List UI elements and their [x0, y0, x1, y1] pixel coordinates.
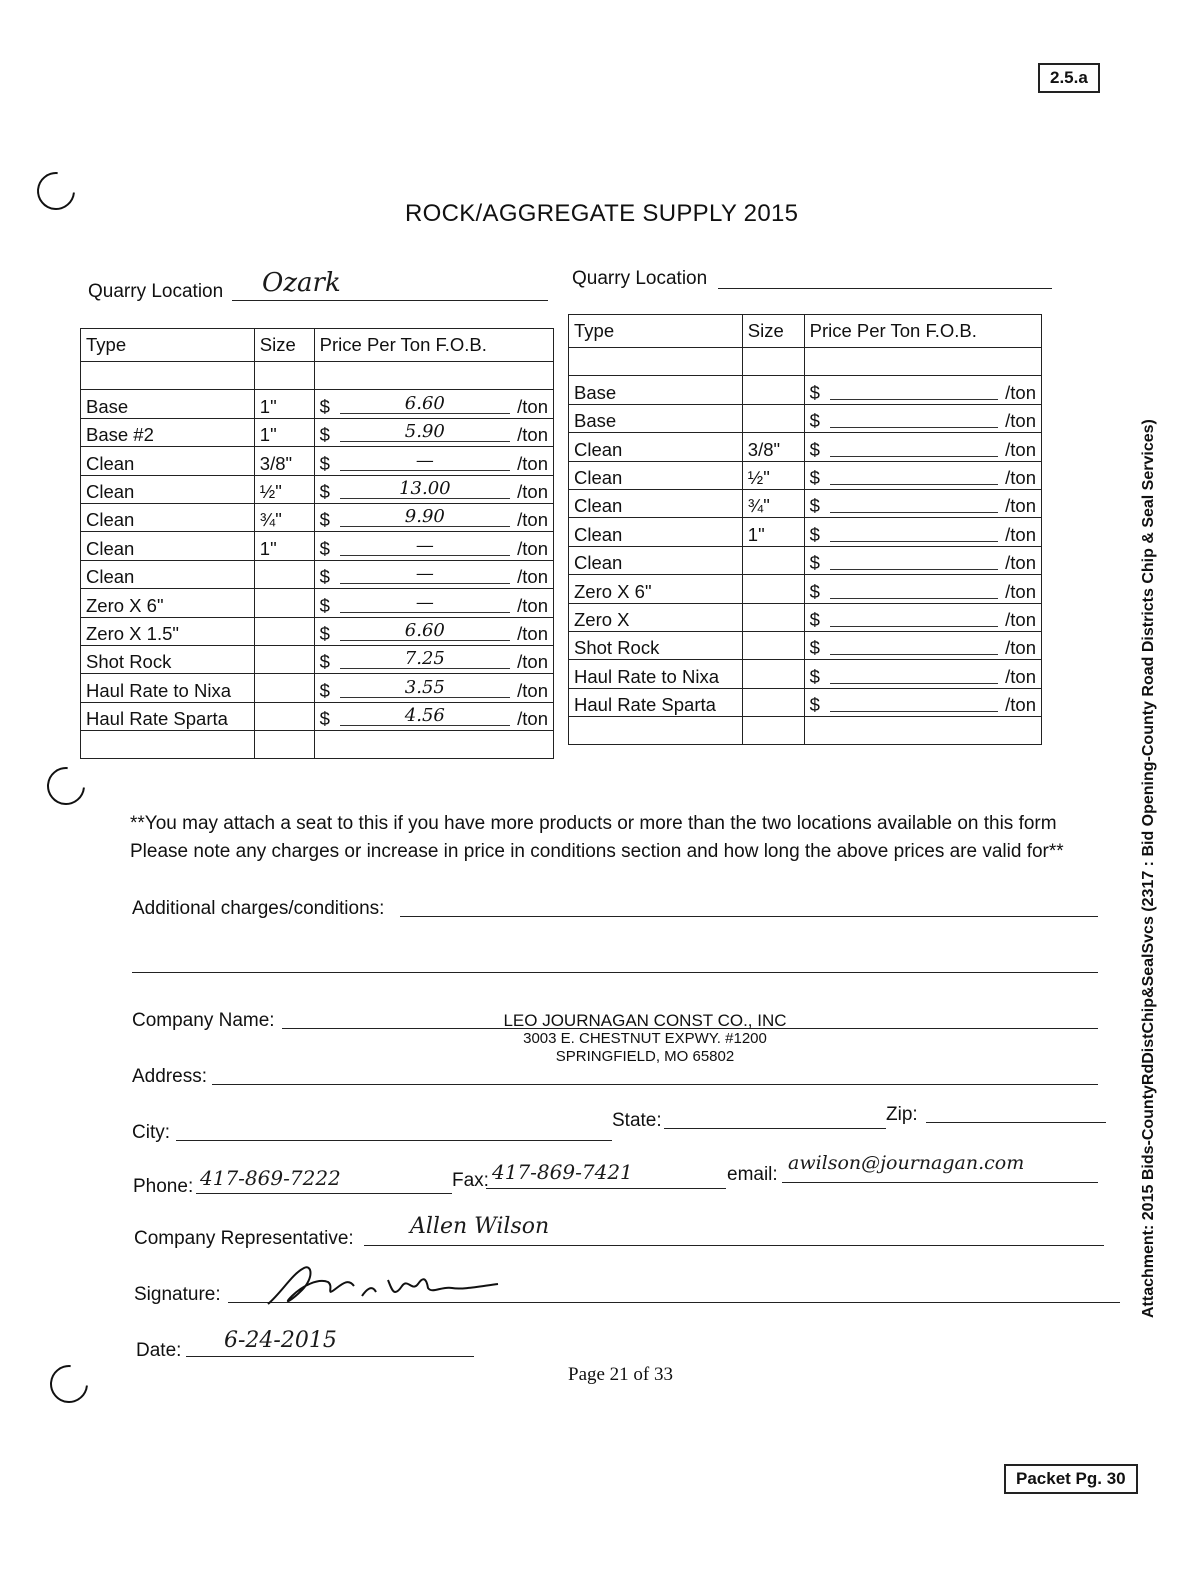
right-type-cell: Zero X	[569, 603, 743, 631]
right-table-row	[569, 461, 1042, 489]
right-table-row	[569, 489, 1042, 517]
right-type-cell: Base	[569, 404, 743, 432]
dollar-sign: $	[809, 466, 820, 488]
left-price-cell	[314, 418, 553, 446]
right-table-row	[569, 688, 1042, 716]
left-price-cell	[314, 560, 553, 588]
right-table-row	[569, 376, 1042, 404]
dollar-sign: $	[809, 580, 820, 602]
form-title: ROCK/AGGREGATE SUPPLY 2015	[405, 200, 799, 227]
per-ton-unit: /ton	[517, 395, 548, 417]
right-quarry-line	[718, 288, 1052, 289]
left-table-row	[81, 617, 554, 645]
left-price-cell	[314, 617, 553, 645]
left-size-cell: ¾"	[254, 503, 314, 531]
right-price-cell	[804, 717, 1041, 745]
right-size-cell	[742, 660, 804, 688]
left-type-cell: Clean	[81, 475, 255, 503]
right-type-cell: Shot Rock	[569, 631, 743, 659]
left-type-cell: Haul Rate Sparta	[81, 702, 255, 730]
left-price-value: 4.56	[340, 707, 510, 726]
per-ton-unit: /ton	[1005, 580, 1036, 602]
per-ton-unit: /ton	[1005, 438, 1036, 460]
dollar-sign: $	[319, 679, 330, 701]
left-type-cell: Base #2	[81, 418, 255, 446]
left-price-value: —	[340, 594, 510, 613]
right-type-cell: Clean	[569, 518, 743, 546]
left-price-cell	[314, 589, 553, 617]
binder-hole-top	[29, 164, 83, 218]
left-price-value: —	[340, 565, 510, 584]
right-type-cell: Clean	[569, 489, 743, 517]
right-price-value	[830, 466, 998, 485]
right-quarry-label: Quarry Location	[572, 268, 708, 289]
right-table-row	[569, 518, 1042, 546]
left-type-cell: Haul Rate to Nixa	[81, 674, 255, 702]
right-price-value	[830, 665, 998, 684]
per-ton-unit: /ton	[517, 509, 548, 531]
left-table-row	[81, 674, 554, 702]
additional-charges-line-2	[132, 972, 1098, 973]
right-price-cell	[804, 461, 1041, 489]
left-size-cell	[254, 702, 314, 730]
right-size-cell	[742, 348, 804, 376]
left-price-value: 6.60	[340, 622, 510, 641]
right-size-cell	[742, 688, 804, 716]
right-price-value	[830, 580, 998, 599]
attachment-side-text: Attachment: 2015 Bids-CountyRdDistChip&SealSvcs (2317 : Bid Opening-County Road Districts Chip & Seal Services)	[1140, 419, 1157, 1318]
left-price-table	[80, 328, 554, 759]
right-price-cell	[804, 348, 1041, 376]
left-quarry-label: Quarry Location	[88, 281, 224, 302]
left-table-row	[81, 475, 554, 503]
stamp-city: SPRINGFIELD, MO 65802	[555, 1048, 735, 1065]
left-price-cell	[314, 447, 553, 475]
right-size-cell: 1"	[742, 518, 804, 546]
right-table-row	[569, 546, 1042, 574]
left-price-cell	[314, 674, 553, 702]
right-table-row	[569, 660, 1042, 688]
zip-line	[926, 1122, 1106, 1123]
zip-label: Zip:	[886, 1104, 918, 1125]
dollar-sign: $	[319, 452, 330, 474]
right-size-cell	[742, 575, 804, 603]
left-type-cell: Clean	[81, 447, 255, 475]
per-ton-unit: /ton	[1005, 410, 1036, 432]
representative-label: Company Representative:	[134, 1228, 354, 1249]
right-size-cell	[742, 631, 804, 659]
dollar-sign: $	[319, 708, 330, 730]
left-table-row	[81, 702, 554, 730]
left-price-value: —	[340, 452, 510, 471]
dollar-sign: $	[809, 665, 820, 687]
binder-hole-bottom	[42, 1357, 96, 1411]
dollar-sign: $	[809, 637, 820, 659]
per-ton-unit: /ton	[1005, 523, 1036, 545]
right-header-cell: Type	[569, 315, 743, 348]
right-price-cell	[804, 688, 1041, 716]
left-table-row	[81, 589, 554, 617]
left-type-cell	[81, 731, 255, 759]
right-price-value	[830, 381, 998, 400]
right-price-cell	[804, 376, 1041, 404]
left-price-cell	[314, 731, 553, 759]
left-price-cell	[314, 475, 553, 503]
left-table-row	[81, 560, 554, 588]
right-price-cell	[804, 433, 1041, 461]
per-ton-unit: /ton	[517, 480, 548, 502]
right-price-value	[830, 636, 998, 655]
right-size-cell	[742, 404, 804, 432]
date-value: 6-24-2015	[224, 1328, 337, 1353]
left-price-value: —	[340, 537, 510, 556]
right-price-cell	[804, 660, 1041, 688]
per-ton-unit: /ton	[1005, 495, 1036, 517]
date-line	[186, 1356, 474, 1357]
right-price-cell	[804, 546, 1041, 574]
per-ton-unit: /ton	[1005, 552, 1036, 574]
date-label: Date:	[136, 1340, 182, 1361]
state-line	[664, 1128, 886, 1129]
left-type-cell: Clean	[81, 532, 255, 560]
signature-image	[262, 1256, 512, 1316]
fax-value: 417-869-7421	[492, 1160, 633, 1184]
dollar-sign: $	[809, 552, 820, 574]
per-ton-unit: /ton	[517, 424, 548, 446]
phone-label: Phone:	[133, 1176, 194, 1197]
address-line	[212, 1084, 1098, 1085]
left-price-value: 13.00	[340, 480, 510, 499]
dollar-sign: $	[809, 381, 820, 403]
left-table-row	[81, 362, 554, 390]
dollar-sign: $	[319, 509, 330, 531]
left-header-cell: Size	[254, 329, 314, 362]
dollar-sign: $	[319, 395, 330, 417]
address-label: Address:	[132, 1066, 207, 1087]
left-size-cell	[254, 645, 314, 673]
left-table-row	[81, 418, 554, 446]
right-table-row	[569, 631, 1042, 659]
page-number: Page 21 of 33	[568, 1364, 674, 1385]
state-label: State:	[612, 1110, 662, 1131]
right-price-value	[830, 494, 998, 513]
left-size-cell	[254, 589, 314, 617]
left-header-cell: Type	[81, 329, 255, 362]
right-table-row	[569, 433, 1042, 461]
instructions	[130, 810, 1130, 866]
left-size-cell: 1"	[254, 390, 314, 418]
right-type-cell	[569, 717, 743, 745]
dollar-sign: $	[319, 594, 330, 616]
dollar-sign: $	[809, 495, 820, 517]
right-price-value	[830, 438, 998, 457]
email-line	[782, 1182, 1098, 1183]
right-table-row	[569, 348, 1042, 376]
right-price-cell	[804, 518, 1041, 546]
signature-label: Signature:	[134, 1284, 221, 1305]
right-price-value	[830, 608, 998, 627]
dollar-sign: $	[809, 694, 820, 716]
dollar-sign: $	[809, 523, 820, 545]
right-table-row	[569, 575, 1042, 603]
right-size-cell: 3/8"	[742, 433, 804, 461]
per-ton-unit: /ton	[1005, 381, 1036, 403]
left-type-cell: Base	[81, 390, 255, 418]
email-value: awilson@journagan.com	[788, 1152, 1025, 1174]
right-price-value	[830, 523, 998, 542]
left-type-cell: Zero X 1.5"	[81, 617, 255, 645]
left-quarry-line	[232, 300, 548, 301]
right-size-cell: ¾"	[742, 489, 804, 517]
left-table-row	[81, 390, 554, 418]
per-ton-unit: /ton	[1005, 608, 1036, 630]
left-size-cell	[254, 617, 314, 645]
additional-charges-label: Additional charges/conditions:	[132, 898, 385, 919]
right-price-value	[830, 551, 998, 570]
dollar-sign: $	[319, 537, 330, 559]
left-price-value: 7.25	[340, 650, 510, 669]
phone-line	[196, 1193, 452, 1194]
instruction-line-1: **You may attach a seat to this if you have more products or more than the two locations available on this form	[130, 813, 1057, 834]
right-table-row	[569, 717, 1042, 745]
right-size-cell	[742, 717, 804, 745]
left-size-cell: 3/8"	[254, 447, 314, 475]
left-table-row	[81, 447, 554, 475]
per-ton-unit: /ton	[517, 622, 548, 644]
left-price-cell	[314, 503, 553, 531]
left-type-cell: Shot Rock	[81, 645, 255, 673]
per-ton-unit: /ton	[1005, 466, 1036, 488]
left-table-row	[81, 731, 554, 759]
right-size-cell: ½"	[742, 461, 804, 489]
left-type-cell: Clean	[81, 560, 255, 588]
left-size-cell	[254, 731, 314, 759]
additional-charges-line-1	[400, 916, 1098, 917]
per-ton-unit: /ton	[517, 566, 548, 588]
per-ton-unit: /ton	[517, 708, 548, 730]
right-header-cell: Price Per Ton F.O.B.	[804, 315, 1041, 348]
right-price-cell	[804, 603, 1041, 631]
left-price-value: 9.90	[340, 508, 510, 527]
left-type-cell: Zero X 6"	[81, 589, 255, 617]
left-price-cell	[314, 532, 553, 560]
left-table-row	[81, 532, 554, 560]
right-type-cell: Zero X 6"	[569, 575, 743, 603]
left-type-cell	[81, 362, 255, 390]
per-ton-unit: /ton	[517, 452, 548, 474]
left-price-value: 5.90	[340, 423, 510, 442]
left-table-row	[81, 503, 554, 531]
left-price-value: 3.55	[340, 679, 510, 698]
right-table-header-row	[569, 315, 1042, 348]
company-stamp	[500, 1012, 790, 1066]
left-price-value: 6.60	[340, 395, 510, 414]
per-ton-unit: /ton	[1005, 665, 1036, 687]
right-type-cell: Clean	[569, 546, 743, 574]
right-type-cell	[569, 348, 743, 376]
left-price-cell	[314, 362, 553, 390]
dollar-sign: $	[809, 608, 820, 630]
dollar-sign: $	[319, 622, 330, 644]
right-header-cell: Size	[742, 315, 804, 348]
left-price-cell	[314, 702, 553, 730]
left-table-row	[81, 645, 554, 673]
right-type-cell: Clean	[569, 433, 743, 461]
per-ton-unit: /ton	[1005, 694, 1036, 716]
right-type-cell: Haul Rate to Nixa	[569, 660, 743, 688]
left-header-cell: Price Per Ton F.O.B.	[314, 329, 553, 362]
left-type-cell: Clean	[81, 503, 255, 531]
representative-line	[364, 1245, 1104, 1246]
left-quarry-value: Ozark	[262, 268, 341, 298]
packet-page-tag: Packet Pg. 30	[1004, 1464, 1138, 1494]
left-size-cell	[254, 362, 314, 390]
email-label: email:	[727, 1164, 778, 1185]
left-size-cell: ½"	[254, 475, 314, 503]
dollar-sign: $	[809, 410, 820, 432]
instruction-line-2: Please note any charges or increase in price in conditions section and how long the above prices are valid for**	[130, 841, 1064, 862]
right-price-cell	[804, 489, 1041, 517]
stamp-company: LEO JOURNAGAN CONST CO., INC	[503, 1011, 787, 1030]
per-ton-unit: /ton	[517, 679, 548, 701]
right-table-row	[569, 404, 1042, 432]
right-type-cell: Base	[569, 376, 743, 404]
fax-line	[486, 1188, 726, 1189]
right-size-cell	[742, 603, 804, 631]
left-table-header-row	[81, 329, 554, 362]
city-line	[176, 1140, 612, 1141]
dollar-sign: $	[809, 438, 820, 460]
representative-value: Allen Wilson	[410, 1214, 550, 1239]
right-price-value	[830, 693, 998, 712]
binder-hole-middle	[39, 759, 93, 813]
per-ton-unit: /ton	[517, 651, 548, 673]
dollar-sign: $	[319, 424, 330, 446]
stamp-street: 3003 E. CHESTNUT EXPWY. #1200	[523, 1030, 767, 1047]
right-type-cell: Haul Rate Sparta	[569, 688, 743, 716]
city-label: City:	[132, 1122, 170, 1143]
right-table-row	[569, 603, 1042, 631]
right-price-cell	[804, 404, 1041, 432]
company-name-label: Company Name:	[132, 1010, 275, 1031]
right-price-cell	[804, 631, 1041, 659]
right-size-cell	[742, 376, 804, 404]
right-size-cell	[742, 546, 804, 574]
left-size-cell: 1"	[254, 418, 314, 446]
left-size-cell	[254, 560, 314, 588]
right-price-value	[830, 409, 998, 428]
phone-value: 417-869-7222	[200, 1166, 341, 1190]
left-size-cell: 1"	[254, 532, 314, 560]
per-ton-unit: /ton	[517, 537, 548, 559]
right-price-cell	[804, 575, 1041, 603]
dollar-sign: $	[319, 566, 330, 588]
left-price-cell	[314, 390, 553, 418]
left-price-cell	[314, 645, 553, 673]
right-type-cell: Clean	[569, 461, 743, 489]
left-size-cell	[254, 674, 314, 702]
fax-label: Fax:	[452, 1170, 489, 1191]
dollar-sign: $	[319, 480, 330, 502]
right-price-table	[568, 314, 1042, 745]
per-ton-unit: /ton	[517, 594, 548, 616]
top-tag: 2.5.a	[1038, 63, 1100, 93]
dollar-sign: $	[319, 651, 330, 673]
per-ton-unit: /ton	[1005, 637, 1036, 659]
